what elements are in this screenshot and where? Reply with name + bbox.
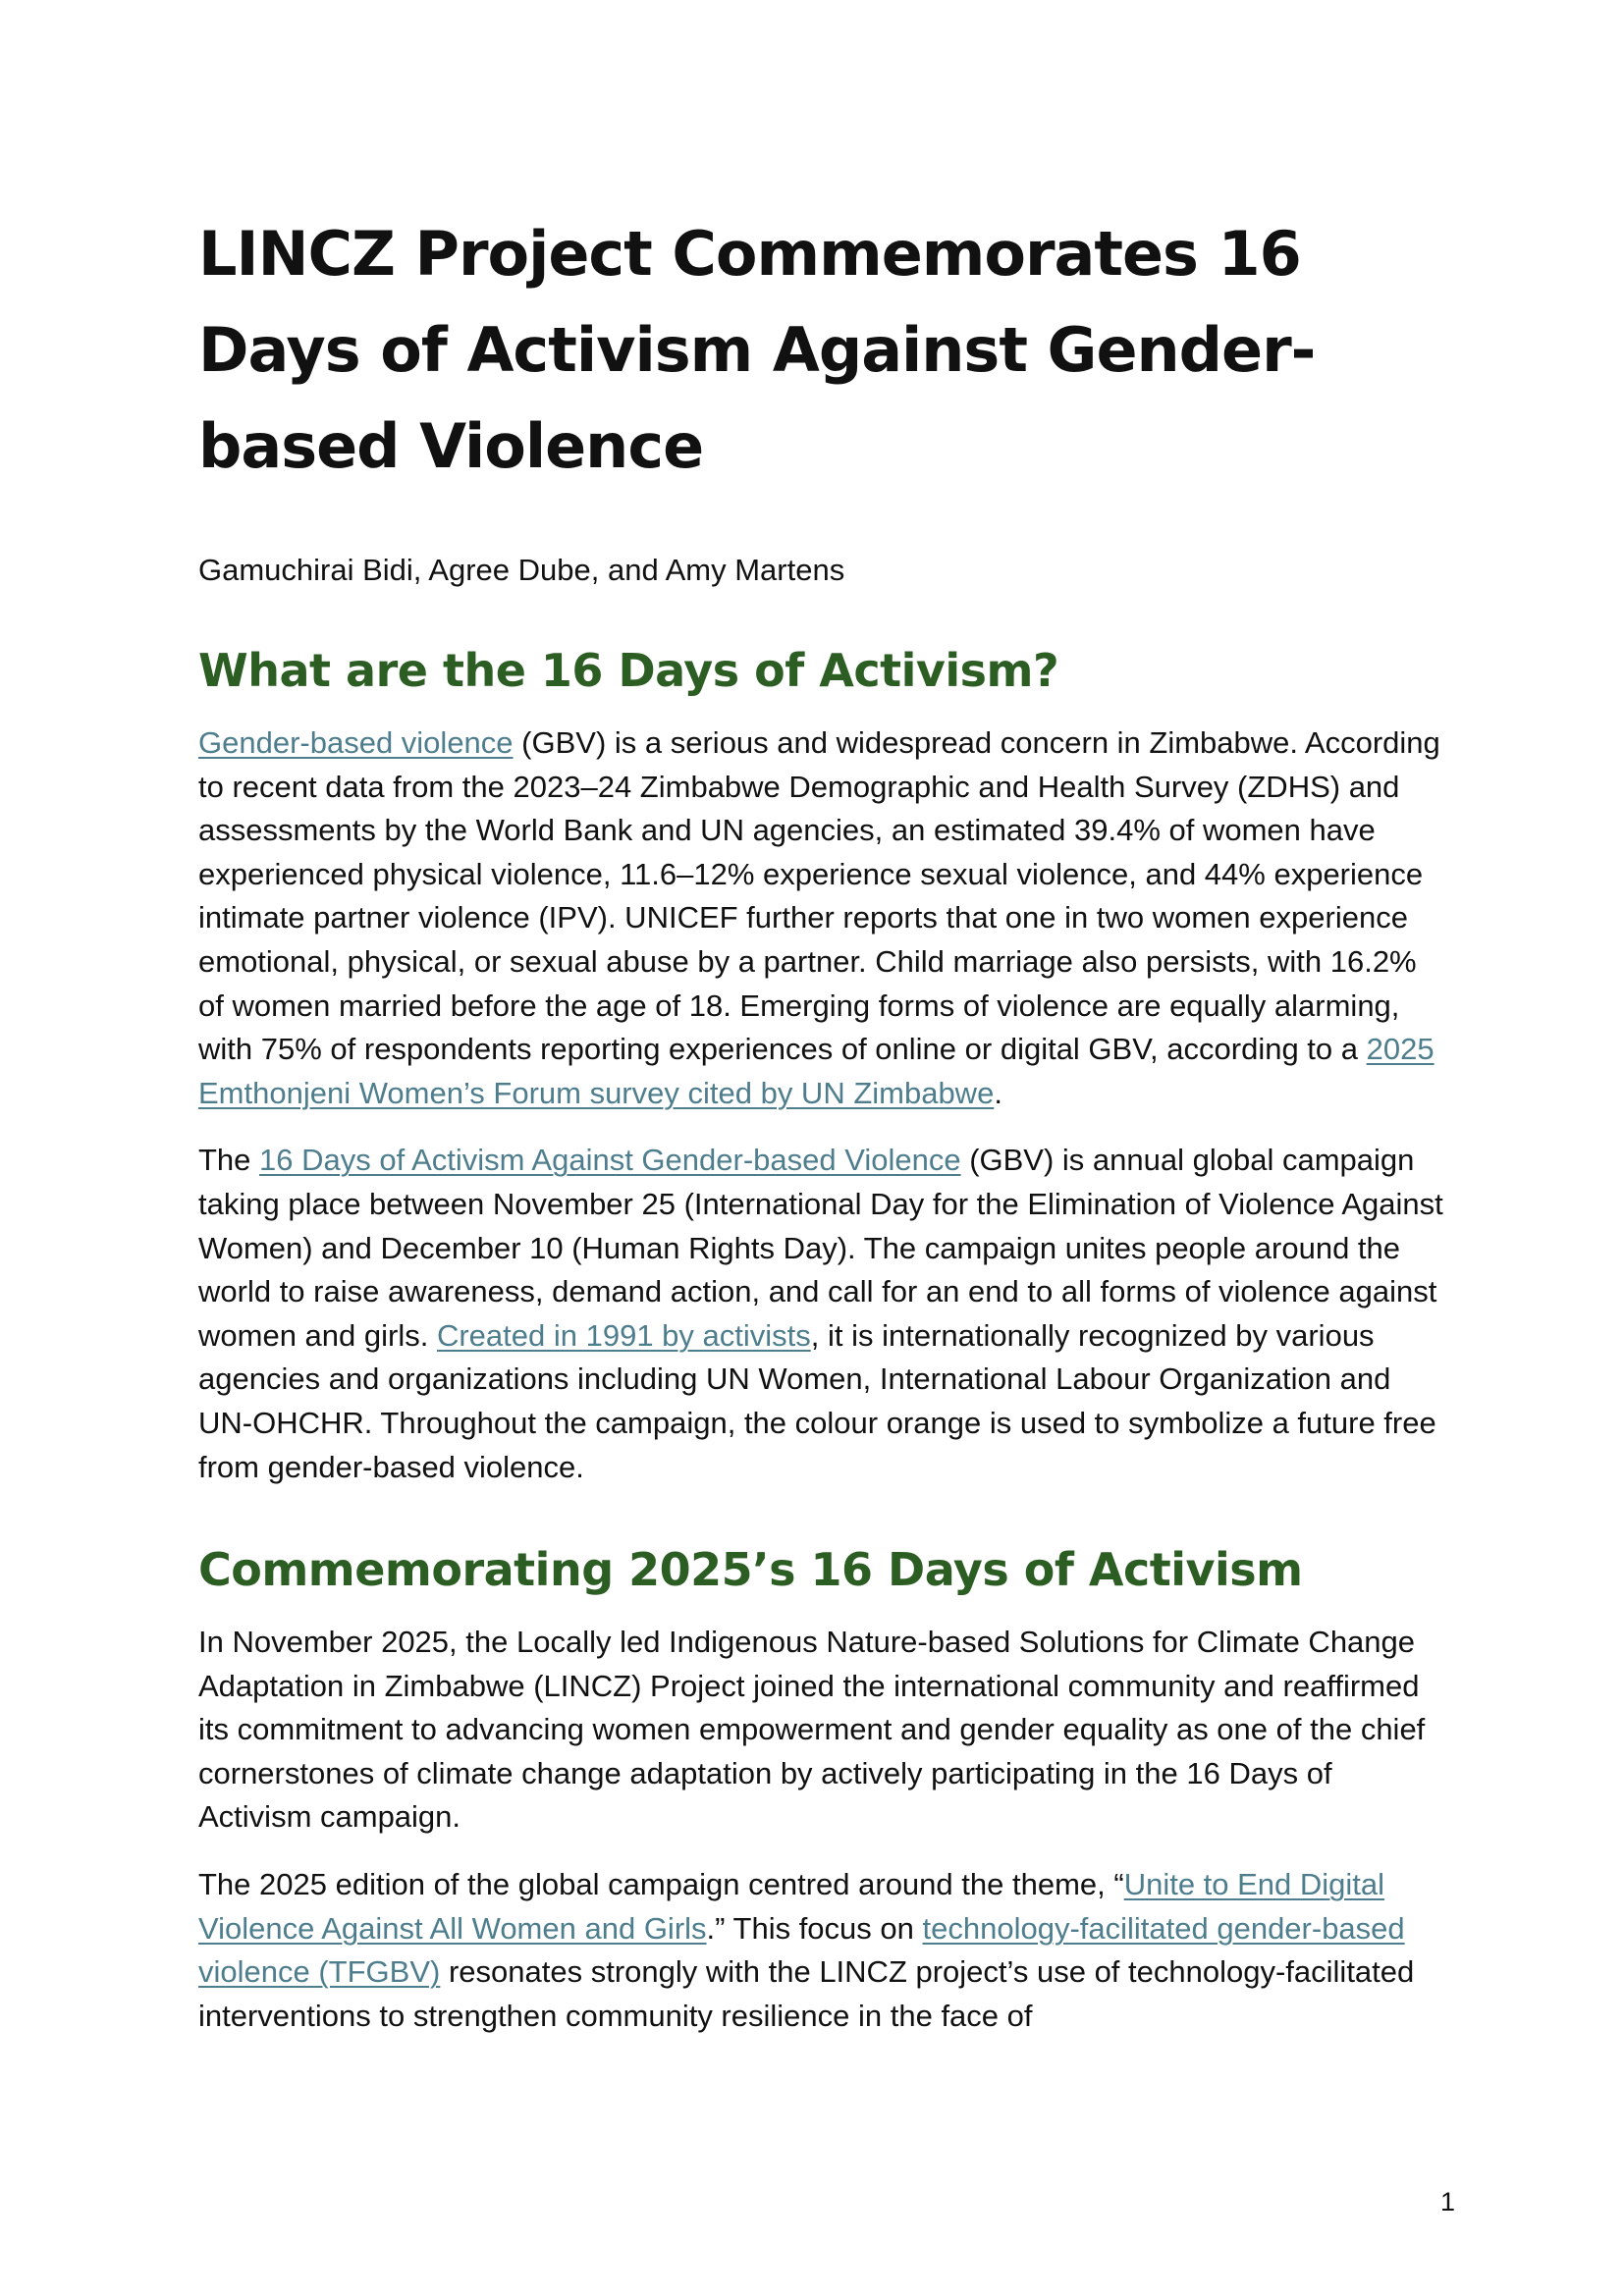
section-heading-commemorating-2025: Commemorating 2025’s 16 Days of Activism xyxy=(198,1543,1303,1597)
link-created-1991[interactable]: Created in 1991 by activists xyxy=(436,1317,811,1353)
paragraph-text: The xyxy=(198,1143,260,1178)
paragraph-text: , it is internationally recognized by various agencies and organizations including UN Women, International Labour Organization and UN-OHCHR. Throughout the campaign, the colour orange is used to symbolize a future free from gender-based violence. xyxy=(198,1317,1436,1484)
paragraph-text: The 2025 edition of the global campaign centred around the theme, “ xyxy=(198,1867,1124,1902)
paragraph-lincz-participation xyxy=(198,1621,1445,1840)
paragraph-text: resonates strongly with the LINCZ project’s use of technology-facilitated interventions to strengthen community resilience in the face of xyxy=(198,1954,1415,2033)
paragraph-text: In November 2025, the Locally led Indigenous Nature-based Solutions for Climate Change Adaptation in Zimbabwe (LINCZ) Project joined the international community and reaffirmed its commitment to advancing women empowerment and gender equality as one of the chief cornerstones of climate change adaptation by actively participating in the 16 Days of Activism campaign. xyxy=(198,1625,1426,1835)
section-heading-16-days: What are the 16 Days of Activism? xyxy=(198,644,1059,697)
document-title: LINCZ Project Commemorates 16 Days of Activism Against Gender-based Violence xyxy=(198,218,1316,482)
paragraph-text: . xyxy=(994,1075,1002,1110)
link-gender-based-violence[interactable]: Gender-based violence xyxy=(198,725,514,760)
document-body xyxy=(198,206,1445,2038)
paragraph-text: .” This focus on xyxy=(706,1910,923,1946)
paragraph-gbv-statistics xyxy=(198,721,1445,1115)
paragraph-text: (GBV) is annual global campaign taking place between November 25 (International Day for the Elimination of Violence Against Women) and December 10 (Human Rights Day). The campaign unites people around the world to raise awareness, demand action, and call for an end to all forms of violence against women and girls. xyxy=(198,1143,1443,1353)
link-16-days-campaign[interactable]: 16 Days of Activism Against Gender-based Violence xyxy=(259,1143,961,1178)
paragraph-2025-theme xyxy=(198,1863,1445,2038)
link-unite-to-end-digital-violence[interactable]: Unite to End Digital Violence Against All Women and Girls xyxy=(198,1867,1385,1946)
paragraph-campaign-description xyxy=(198,1139,1445,1489)
page-number: 1 xyxy=(1439,2187,1455,2216)
author-line: Gamuchirai Bidi, Agree Dube, and Amy Martens xyxy=(198,553,845,587)
link-emthonjeni-survey[interactable]: 2025 Emthonjeni Women’s Forum survey cited by UN Zimbabwe xyxy=(198,1032,1435,1110)
paragraph-text: (GBV) is a serious and widespread concern in Zimbabwe. According to recent data from the 2023–24 Zimbabwe Demographic and Health Survey (ZDHS) and assessments by the World Bank and UN agencies, an estimated 39.4% of women have experienced physical violence, 11.6–12% experience sexual violence, and 44% experience intimate partner violence (IPV). UNICEF further reports that one in two women experience emotional, physical, or sexual abuse by a partner. Child marriage also persists, with 16.2% of women married before the age of 18. Emerging forms of violence are equally alarming, with 75% of respondents reporting experiences of online or digital GBV, according to a xyxy=(198,725,1440,1067)
link-tfgbv[interactable]: technology-facilitated gender-based violence (TFGBV) xyxy=(198,1910,1405,1990)
